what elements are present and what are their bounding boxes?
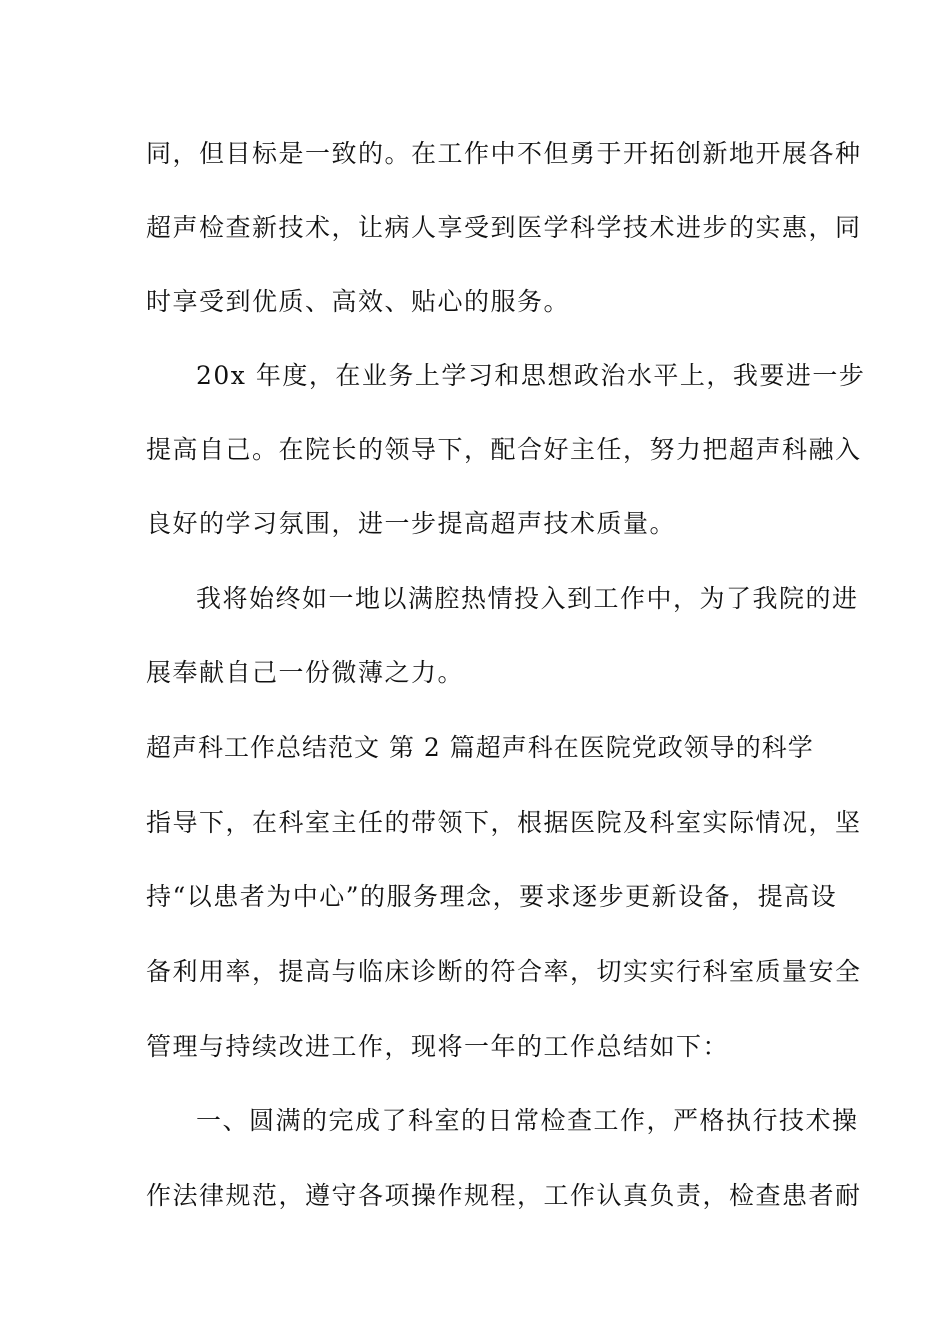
paragraph-line: 良好的学习氛围，进一步提高超声技术质量。 xyxy=(146,509,677,538)
paragraph-line: 提高自己。在院长的领导下，配合好主任，努力把超声科融入 xyxy=(146,435,862,464)
paragraph-line: 作法律规范，遵守各项操作规程，工作认真负责，检查患者耐 xyxy=(146,1181,862,1210)
section-heading: 超声科工作总结范文 第 2 篇 xyxy=(146,733,476,762)
paragraph-line: 时享受到优质、高效、贴心的服务。 xyxy=(146,287,571,316)
paragraph-line: 同，但目标是一致的。在工作中不但勇于开拓创新地开展各种 xyxy=(146,139,862,168)
section-first-line: 超声科在医院党政领导的科学 xyxy=(475,733,814,762)
paragraph-line: 20x 年度，在业务上学习和思想政治水平上，我要进一步 xyxy=(196,361,866,390)
paragraph-line: 管理与持续改进工作，现将一年的工作总结如下： xyxy=(146,1032,730,1061)
section-heading-row xyxy=(146,731,814,765)
paragraph-line: 超声检查新技术，让病人享受到医学科学技术进步的实惠，同 xyxy=(146,213,862,242)
paragraph-line: 指导下，在科室主任的带领下，根据医院及科室实际情况，坚 xyxy=(146,808,862,837)
paragraph-line: 持“以患者为中心”的服务理念，要求逐步更新设备，提高设 xyxy=(146,882,838,911)
paragraph-line: 备利用率，提高与临床诊断的符合率，切实实行科室质量安全 xyxy=(146,957,862,986)
paragraph-line: 一、圆满的完成了科室的日常检查工作，严格执行技术操 xyxy=(196,1106,859,1135)
paragraph-line: 我将始终如一地以满腔热情投入到工作中，为了我院的进 xyxy=(196,584,859,613)
paragraph-line: 展奉献自己一份微薄之力。 xyxy=(146,658,465,687)
